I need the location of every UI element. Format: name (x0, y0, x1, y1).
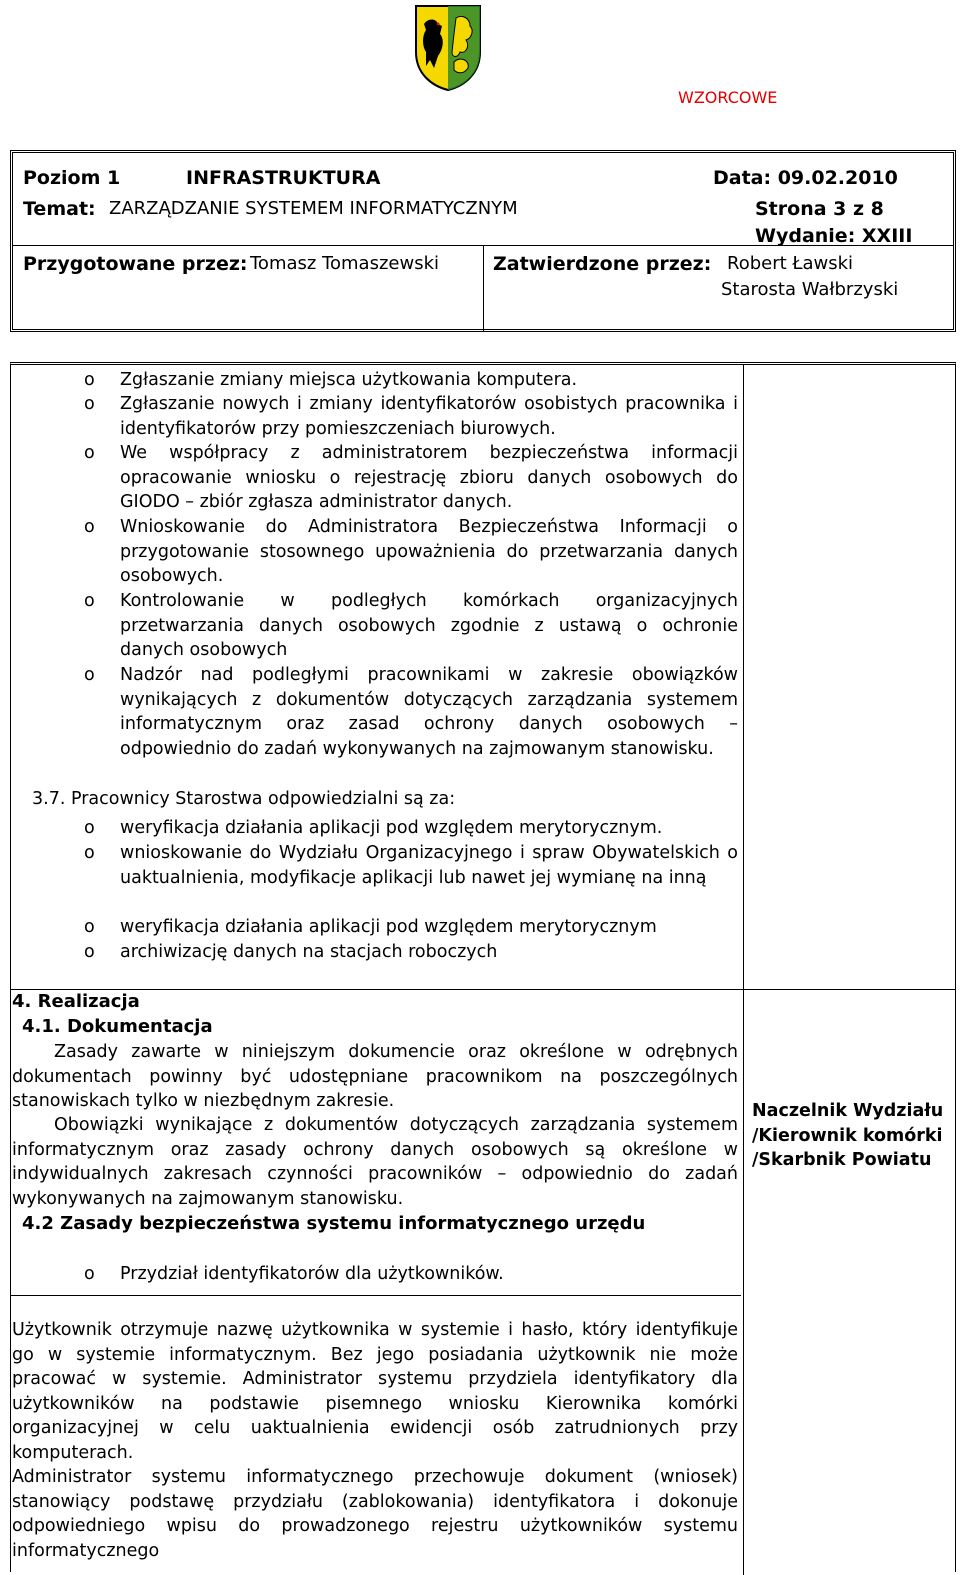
list-item: Kontrolowanie w podległych komórkach organizacyjnych przetwarzania danych osobowych zgodnie z ustawą o ochronie danych osobowych (120, 591, 738, 660)
section-3-7-title: 3.7. Pracownicy Starostwa odpowiedzialni są za: (32, 789, 456, 809)
list-item: Wnioskowanie do Administratora Bezpieczeństwa Informacji o przygotowanie stosownego upoważnienia do przetwarzania danych osobowych. (120, 517, 738, 586)
prepared-label: Przygotowane przez: (23, 253, 248, 275)
bullet: o (84, 942, 95, 962)
header-box (10, 150, 956, 332)
list-item: weryfikacja działania aplikacji pod względem merytorycznym (120, 917, 657, 937)
bullet: o (84, 818, 95, 838)
list-item: wnioskowanie do Wydziału Organizacyjnego i spraw Obywatelskich o uaktualnienia, modyfikacje aplikacji lub nawet jej wymianę na inną (120, 843, 738, 888)
row-divider (11, 989, 955, 990)
responsible-person: Naczelnik Wydziału /Kierownik komórki /Skarbnik Powiatu (752, 1101, 944, 1170)
section-4-1-title: 4.1. Dokumentacja (22, 1016, 213, 1037)
header-column-divider (483, 245, 484, 331)
topic-label: Temat: (23, 198, 96, 220)
paragraph: Administrator systemu informatycznego przechowuje dokument (wniosek) stanowiący podstawę przydziału (zablokowania) identyfikatora i dokonuje odpowiedniego wpisu do prowadzonego rejestru użytkowników systemu informatycznego (12, 1467, 738, 1561)
stamp-label: WZORCOWE (678, 88, 778, 107)
bullet: o (84, 665, 95, 685)
section-name: INFRASTRUKTURA (186, 167, 381, 189)
bullet: o (84, 1264, 95, 1284)
list-item: Zgłaszanie nowych i zmiany identyfikatorów osobistych pracownika i identyfikatorów przy pomieszczeniach biurowych. (120, 394, 738, 439)
list-item: archiwizację danych na stacjach roboczych (120, 942, 498, 962)
prepared-by: Tomasz Tomaszewski (250, 253, 439, 274)
paragraph: Użytkownik otrzymuje nazwę użytkownika w systemie i hasło, który identyfikuje go w systemie informatycznym. Bez jego posiadania użytkownik nie może pracować w systemie. Administrator systemu przydziela identyfikatory dla użytkowników na podstawie pisemnego wniosku Kierownika komórki organizacyjnej w celu uaktualnienia ewidencji osób zatrudnionych przy komputerach. (12, 1320, 738, 1463)
coat-of-arms-icon (414, 4, 482, 92)
list-item: Przydział identyfikatorów dla użytkowników. (120, 1264, 504, 1284)
level-label: Poziom 1 (23, 167, 121, 189)
bullet: o (84, 591, 95, 611)
bullet: o (84, 370, 95, 390)
bullet: o (84, 843, 95, 863)
bullet: o (84, 917, 95, 937)
bullet: o (84, 394, 95, 414)
approved-by: Robert Ławski (727, 253, 854, 274)
list-item: weryfikacja działania aplikacji pod względem merytorycznym. (120, 818, 663, 838)
bullet: o (84, 443, 95, 463)
topic-value: ZARZĄDZANIE SYSTEMEM INFORMATYCZNYM (109, 198, 518, 219)
list-item: Zgłaszanie zmiany miejsca użytkowania komputera. (120, 370, 578, 390)
paragraph: Zasady zawarte w niniejszym dokumencie oraz określone w odrębnych dokumentach powinny być udostępniane pracownikom na poszczególnych stanowiskach tylko w niezbędnym zakresie. (12, 1042, 738, 1111)
approved-label: Zatwierdzone przez: (493, 253, 712, 275)
list-item: We współpracy z administratorem bezpieczeństwa informacji opracowanie wniosku o rejestrację zbioru danych osobowych do GIODO – zbiór zgłasza administrator danych. (120, 443, 738, 512)
column-divider (743, 365, 744, 1575)
list-item: Nadzór nad podległymi pracownikami w zakresie obowiązków wynikających z dokumentów dotyczących zarządzania systemem informatycznym oraz zasad ochrony danych osobowych – odpowiednio do zadań wykonywanych na zajmowanym stanowisku. (120, 665, 738, 759)
paragraph: Obowiązki wynikające z dokumentów dotyczących zarządzania systemem informatycznym oraz zasady ochrony danych osobowych są określone w indywidualnych zakresach czynności pracowników – odpowiednio do zadań wykonywanych na zajmowanym stanowisku. (12, 1115, 738, 1209)
bullet: o (84, 517, 95, 537)
date-label: Data: 09.02.2010 (713, 167, 898, 189)
edition-label: Wydanie: XXIII (755, 225, 913, 247)
section-4-2-title: 4.2 Zasady bezpieczeństwa systemu informatycznego urzędu (22, 1213, 646, 1234)
page-label: Strona 3 z 8 (755, 198, 884, 220)
section-4-title: 4. Realizacja (12, 991, 140, 1012)
row-divider-2 (11, 1295, 741, 1296)
approved-role: Starosta Wałbrzyski (721, 279, 899, 300)
